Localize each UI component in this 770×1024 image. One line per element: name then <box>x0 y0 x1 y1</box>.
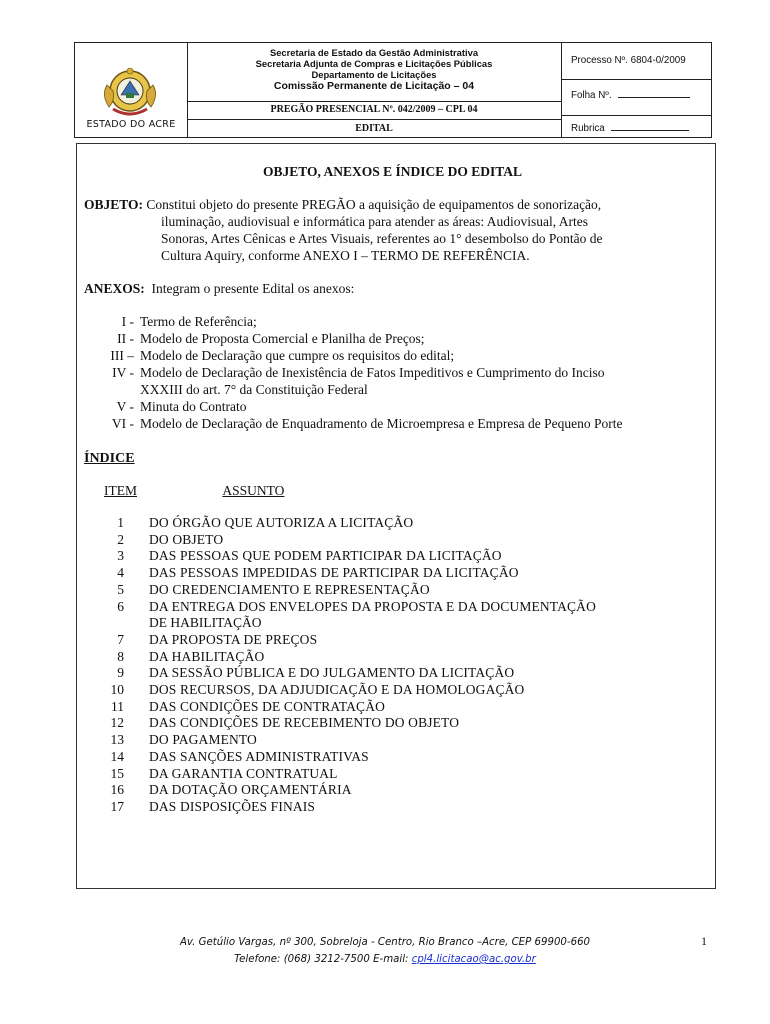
processo-field: Processo Nº. 6804-0/2009 <box>571 55 686 66</box>
indice-title: ÍNDICE <box>84 451 135 466</box>
email-link[interactable]: cpl4.licitacao@ac.gov.br <box>411 954 536 965</box>
list-item: 8 DA HABILITAÇÃO <box>117 648 265 664</box>
anexos-intro: Integram o presente Edital os anexos: <box>151 281 355 296</box>
anexos-paragraph <box>84 281 715 297</box>
header-titles <box>187 43 562 137</box>
departamento-line: Departamento de Licitações <box>311 69 437 80</box>
state-name: ESTADO DO ACRE <box>86 119 176 130</box>
edital-line: EDITAL <box>187 119 561 134</box>
list-item: 14 DAS SANÇÕES ADMINISTRATIVAS <box>110 748 369 764</box>
comissao-line: Comissão Permanente de Licitação – 04 <box>273 80 475 92</box>
list-item: 12 DAS CONDIÇÕES DE RECEBIMENTO DO OBJETO <box>110 715 460 731</box>
list-item: 5 DO CREDENCIAMENTO E REPRESENTAÇÃO <box>117 581 430 597</box>
footer-address: Av. Getúlio Vargas, nº 300, Sobreloja - Centro, Rio Branco –Acre, CEP 69900-660 <box>179 937 591 948</box>
list-item: I - Termo de Referência; <box>121 314 257 329</box>
item-header: ITEM <box>104 483 137 498</box>
list-item-continuation: XXXIII do art. 7° da Constituição Federal <box>140 382 368 397</box>
objeto-label: OBJETO: <box>84 197 144 212</box>
list-item: III – Modelo de Declaração que cumpre os requisitos do edital; <box>110 348 455 363</box>
indice-header <box>84 483 715 499</box>
list-item-continuation: DE HABILITAÇÃO <box>149 615 262 631</box>
list-item: 10 DOS RECURSOS, DA ADJUDICAÇÃO E DA HOMOLOGAÇÃO <box>110 682 525 698</box>
list-item: 6 DA ENTREGA DOS ENVELOPES DA PROPOSTA E DA DOCUMENTAÇÃO <box>117 598 596 614</box>
objeto-text-1: Constitui objeto do presente PREGÃO a aquisição de equipamentos de sonorização, <box>146 197 602 212</box>
footer-contact <box>0 951 770 968</box>
anexos-list <box>84 313 715 432</box>
objeto-text-3: Sonoras, Artes Cênicas e Artes Visuais, referentes ao 1° desembolso do Pontão de <box>161 231 603 246</box>
logo-cell <box>75 43 188 137</box>
secretaria-line: Secretaria de Estado da Gestão Administrativa <box>269 47 479 58</box>
anexos-label: ANEXOS: <box>84 281 145 296</box>
document-header <box>74 42 712 138</box>
list-item: IV - Modelo de Declaração de Inexistência de Fatos Impeditivos e Cumprimento do Inciso <box>112 365 605 380</box>
list-item: 15 DA GARANTIA CONTRATUAL <box>110 765 338 781</box>
indice-list <box>84 515 715 816</box>
list-item: 7 DA PROPOSTA DE PREÇOS <box>117 631 318 647</box>
footer-phone: Telefone: (068) 3212-7500 E-mail: <box>234 954 409 965</box>
list-item: 3 DAS PESSOAS QUE PODEM PARTICIPAR DA LICITAÇÃO <box>117 548 502 564</box>
list-item: 16 DA DOTAÇÃO ORÇAMENTÁRIA <box>110 782 352 798</box>
objeto-paragraph <box>84 196 709 264</box>
page-footer <box>0 934 770 968</box>
rubrica-blank <box>611 121 689 131</box>
header-process-info <box>561 43 711 137</box>
objeto-text-4: Cultura Aquiry, conforme ANEXO I – TERMO DE REFERÊNCIA. <box>161 248 530 263</box>
folha-blank <box>618 88 690 98</box>
pregao-line: PREGÃO PRESENCIAL Nº. 042/2009 – CPL 04 <box>187 101 561 115</box>
secretaria-adjunta-line: Secretaria Adjunta de Compras e Licitações Públicas <box>255 58 493 69</box>
objeto-text-2: iluminação, audiovisual e informática para atender as áreas: Audiovisual, Artes <box>161 214 588 229</box>
state-seal-icon <box>99 65 161 123</box>
document-body <box>76 143 716 889</box>
page-number: 1 <box>701 934 707 948</box>
rubrica-field <box>561 115 711 134</box>
list-item: V - Minuta do Contrato <box>116 399 247 414</box>
list-item: 2 DO OBJETO <box>117 531 224 547</box>
list-item: II - Modelo de Proposta Comercial e Planilha de Preços; <box>117 331 425 346</box>
assunto-header: ASSUNTO <box>222 483 285 498</box>
list-item: 13 DO PAGAMENTO <box>110 732 257 748</box>
document-title: OBJETO, ANEXOS E ÍNDICE DO EDITAL <box>262 164 523 179</box>
list-item: 11 DAS CONDIÇÕES DE CONTRATAÇÃO <box>111 698 386 714</box>
list-item: 4 DAS PESSOAS IMPEDIDAS DE PARTICIPAR DA LICITAÇÃO <box>117 565 519 581</box>
folha-label: Folha Nº. <box>571 90 612 101</box>
list-item: 17 DAS DISPOSIÇÕES FINAIS <box>110 798 316 814</box>
rubrica-label: Rubrica <box>571 123 605 134</box>
list-item: 9 DA SESSÃO PÚBLICA E DO JULGAMENTO DA LICITAÇÃO <box>117 665 515 681</box>
list-item: 1 DO ÓRGÃO QUE AUTORIZA A LICITAÇÃO <box>117 515 414 530</box>
folha-field <box>561 79 711 101</box>
list-item: VI - Modelo de Declaração de Enquadramento de Microempresa e Empresa de Pequeno Porte <box>111 416 623 431</box>
